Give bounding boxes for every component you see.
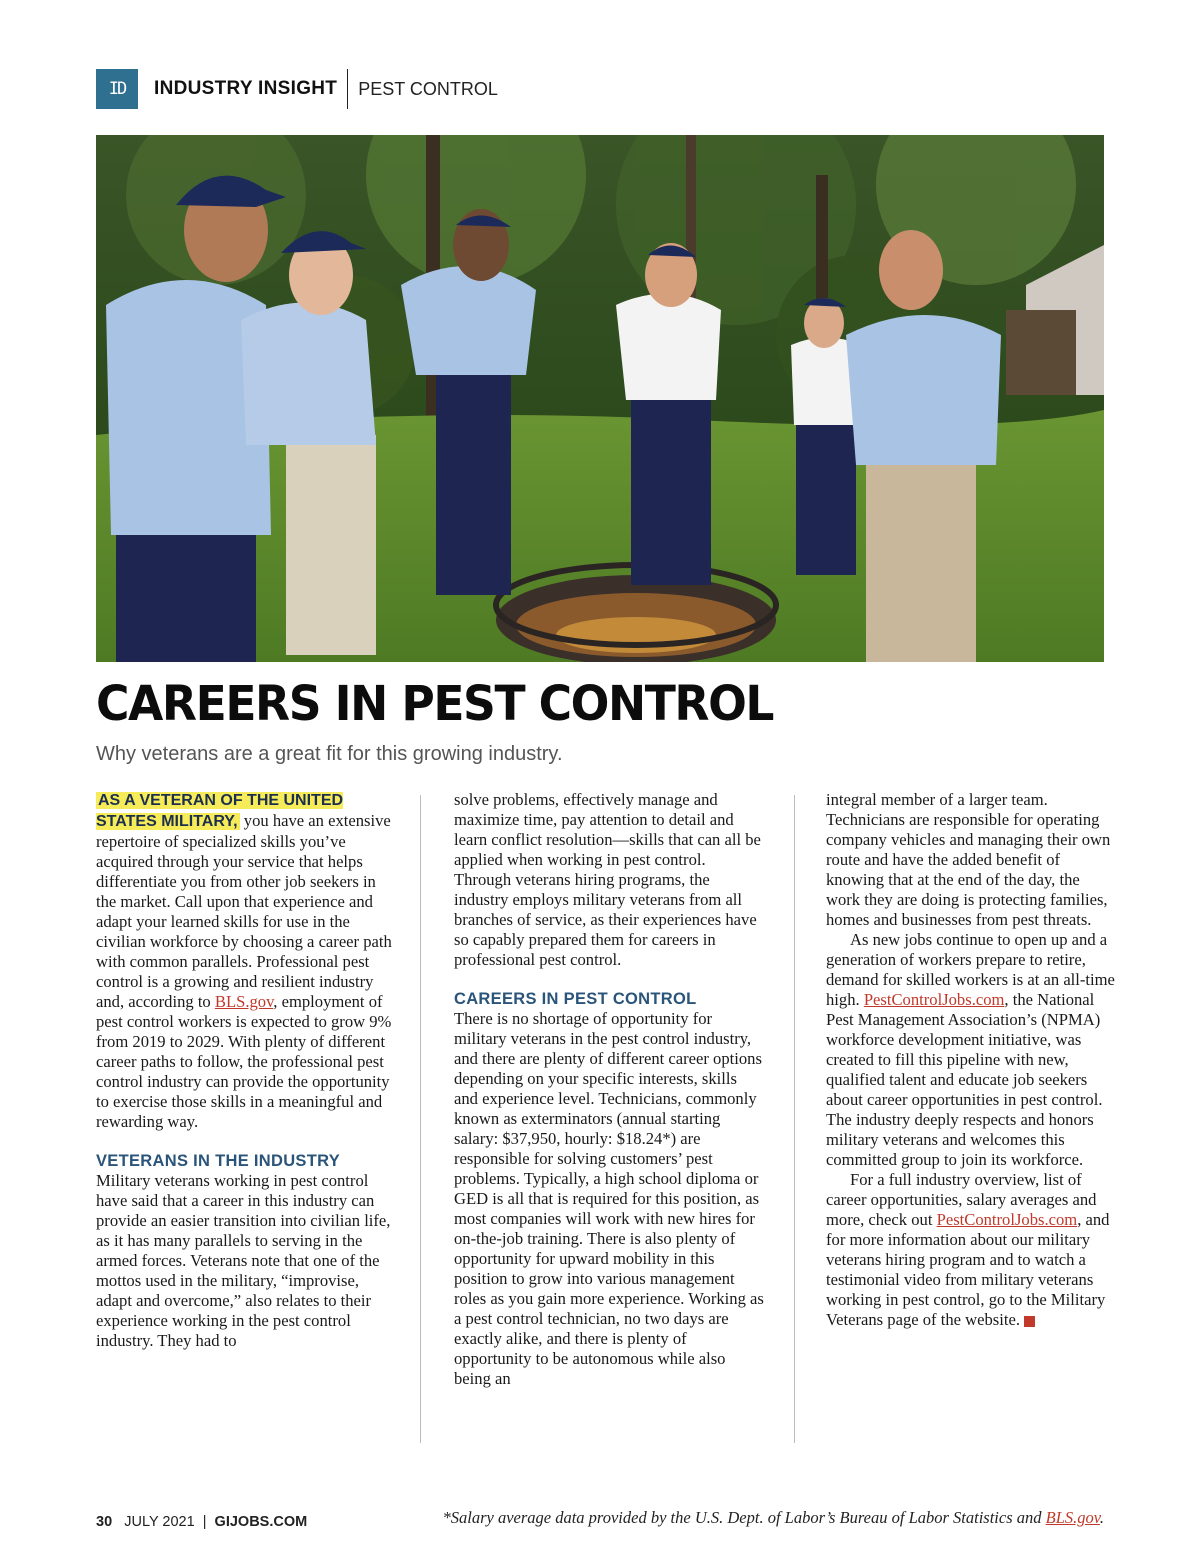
paragraph — [826, 1170, 1116, 1330]
page-number: 30 — [96, 1514, 113, 1530]
issue-date: JULY 2021 — [124, 1514, 195, 1530]
footnote-end: . — [1099, 1508, 1104, 1527]
spacer — [454, 970, 764, 990]
lead-highlight: AS A VETERAN OF THE UNITED STATES MILITARY, — [96, 792, 344, 830]
column-rule — [794, 795, 795, 1443]
column-rule — [420, 795, 421, 1443]
lead-paragraph — [96, 790, 396, 1132]
paragraph — [826, 930, 1116, 1170]
pestcontroljobs-link[interactable]: PestControlJobs.com — [936, 1210, 1078, 1229]
footnote-bls-link[interactable]: BLS.gov — [1045, 1508, 1100, 1527]
paragraph: Military veterans working in pest control have said that a career in this industry can provide an easier transition into civilian life, as it has many parallels to serving in the armed forces. Veterans note that one of the mottos used in the military, “improvise, adapt and overcome,” also relates to their experience working in the pest control industry. They had to — [96, 1171, 391, 1350]
logo-text: ID — [108, 79, 126, 99]
site-name: GIJOBS.COM — [214, 1514, 308, 1530]
footnote-text: *Salary average data provided by the U.S. Dept. of Labor’s Bureau of Labor Statistics and — [442, 1508, 1046, 1527]
spacer — [96, 1132, 396, 1152]
bls-link[interactable]: BLS.gov — [214, 992, 274, 1011]
subheading-veterans: VETERANS IN THE INDUSTRY — [96, 1152, 341, 1170]
paragraph-text-cont: , and for more information about our military veterans hiring program and to watch a testimonial video from military veterans working in pest control, go to the Military Veterans page of the website. — [826, 1210, 1110, 1329]
lead-text: you have an extensive repertoire of specialized skills you’ve acquired through your service that helps differentiate you from other job seekers in the market. Call upon that experience and adapt your learned skills for use in the civilian workforce by choosing a career path with common parallels. Professional pest control is a growing and resilient industry and, according to — [96, 811, 392, 1011]
section-subtitle: PEST CONTROL — [358, 78, 498, 99]
paragraph-text-cont: , the National Pest Management Association’s (NPMA) workforce development initiative, was created to fill this pipeline with new, qualified talent and educate job seekers about career opportunities in pest control. The industry deeply respects and honors military veterans and welcomes this committed group to join its workforce. — [826, 990, 1103, 1169]
article-column-3 — [826, 790, 1116, 1330]
footnote — [443, 1508, 1105, 1528]
pestcontroljobs-link[interactable]: PestControlJobs.com — [863, 990, 1005, 1009]
paragraph: solve problems, effectively manage and maximize time, pay attention to detail and learn conflict resolution—skills that can all be applied when working in pest control. Through veterans hiring programs, the industry employs military veterans from all branches of service, as their experiences have so capably prepared them for careers in professional pest control. — [454, 790, 761, 969]
article-column-2 — [454, 790, 764, 1389]
section-title: INDUSTRY INSIGHT — [154, 78, 338, 99]
paragraph: integral member of a larger team. Technicians are responsible for operating company vehicles and managing their own route and have the added benefit of knowing that at the end of the day, the work they are doing is protecting families, homes and businesses from pest threats. — [826, 790, 1111, 929]
paragraph-text: As new jobs continue to open up and a generation of workers prepare to retire, demand for skilled workers is at an all-time high. — [826, 930, 1115, 1009]
article-title: CAREERS IN PEST CONTROL — [96, 676, 774, 732]
paragraph: There is no shortage of opportunity for military veterans in the pest control industry, and there are plenty of different career options depending on your specific interests, skills and experience level. Technicians, commonly known as exterminators (annual starting salary: $37,950, hourly: $18.24*) are responsible for solving customers’ pest problems. Typically, a high school diploma or GED is all that is required for this position, as most companies will work with new hires for on-the-job training. There is also plenty of opportunity for upward mobility in this position to grow into various management roles as you gain more experience. Working as a pest control technician, no two days are exactly alike, and there is plenty of opportunity to be autonomous while also being an — [454, 1009, 764, 1388]
header-divider — [347, 69, 348, 109]
lead-text-cont: , employment of pest control workers is expected to grow 9% from 2019 to 2029. With plenty of different career paths to follow, the professional pest control industry can provide the opportunity to exercise those skills in a meaningful and rewarding way. — [96, 992, 392, 1131]
magazine-logo — [96, 69, 138, 109]
end-mark-icon: GI — [1024, 1316, 1035, 1327]
hero-photo-illustration — [96, 135, 1104, 662]
section-header — [96, 68, 498, 110]
page-footer — [96, 1514, 307, 1530]
paragraph-text: For a full industry overview, list of career opportunities, salary averages and more, check out — [826, 1170, 1097, 1229]
article-column-1 — [96, 790, 396, 1351]
hero-photo — [96, 135, 1104, 662]
subheading-careers: CAREERS IN PEST CONTROL — [454, 990, 697, 1008]
article-dek: Why veterans are a great fit for this growing industry. — [96, 743, 563, 765]
footer-divider: | — [202, 1514, 207, 1530]
